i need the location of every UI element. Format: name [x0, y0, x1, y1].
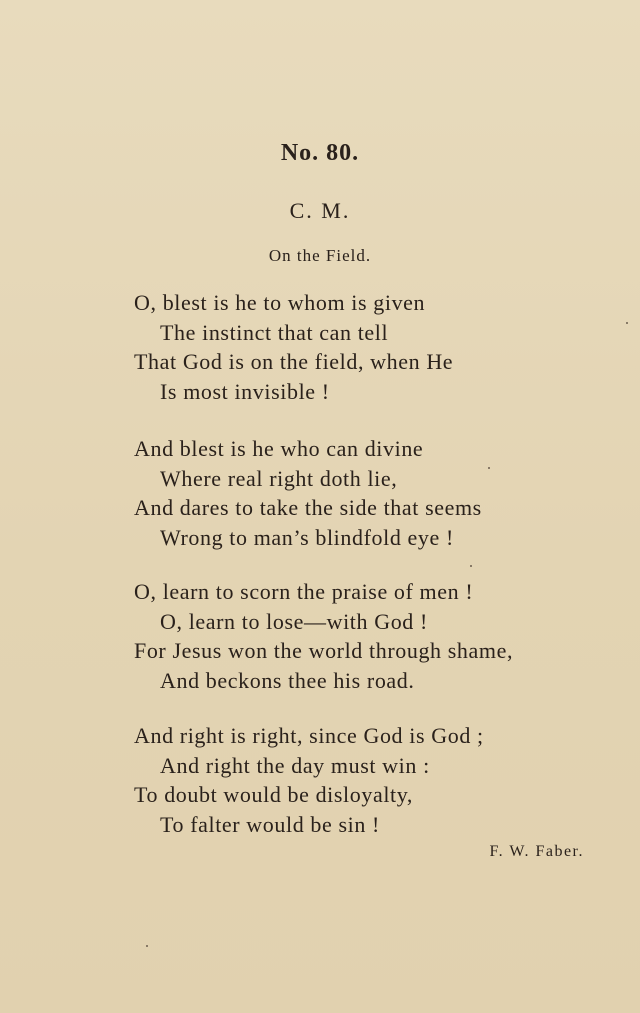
stanza-4	[134, 721, 614, 839]
stanza-line: O, learn to lose—with God !	[160, 608, 428, 634]
stanza-line: To doubt would be disloyalty,	[134, 782, 414, 807]
stanza-line: The instinct that can tell	[160, 319, 389, 345]
paper-speck	[626, 322, 628, 324]
paper-speck	[470, 565, 472, 567]
stanza-line: O, blest is he to whom is given	[134, 290, 426, 315]
paper-speck	[488, 467, 490, 469]
stanza-line: And right is right, since God is God ;	[134, 723, 484, 748]
hymn-author: F. W. Faber.	[489, 843, 584, 860]
stanza-line: Where real right doth lie,	[160, 465, 398, 491]
stanza-line: And dares to take the side that seems	[134, 495, 482, 520]
stanza-line: O, learn to scorn the praise of men !	[134, 579, 474, 604]
stanza-line: And blest is he who can divine	[134, 436, 424, 461]
hymn-number: No. 80.	[280, 140, 360, 166]
stanza-line: That God is on the field, when He	[134, 349, 454, 374]
stanza-line: Is most invisible !	[160, 378, 330, 404]
paper-speck	[146, 945, 148, 947]
stanza-line: Wrong to man’s blindfold eye !	[160, 524, 454, 550]
stanza-1	[134, 288, 614, 406]
stanza-2	[134, 434, 614, 552]
stanza-line: And right the day must win :	[160, 752, 430, 778]
hymn-subtitle: On the Field.	[268, 246, 372, 265]
stanza-line: For Jesus won the world through shame,	[134, 638, 514, 663]
hymn-meter: C. M.	[289, 198, 351, 223]
stanza-line: And beckons thee his road.	[160, 667, 415, 693]
stanza-3	[134, 577, 614, 695]
stanza-line: To falter would be sin !	[160, 811, 380, 837]
